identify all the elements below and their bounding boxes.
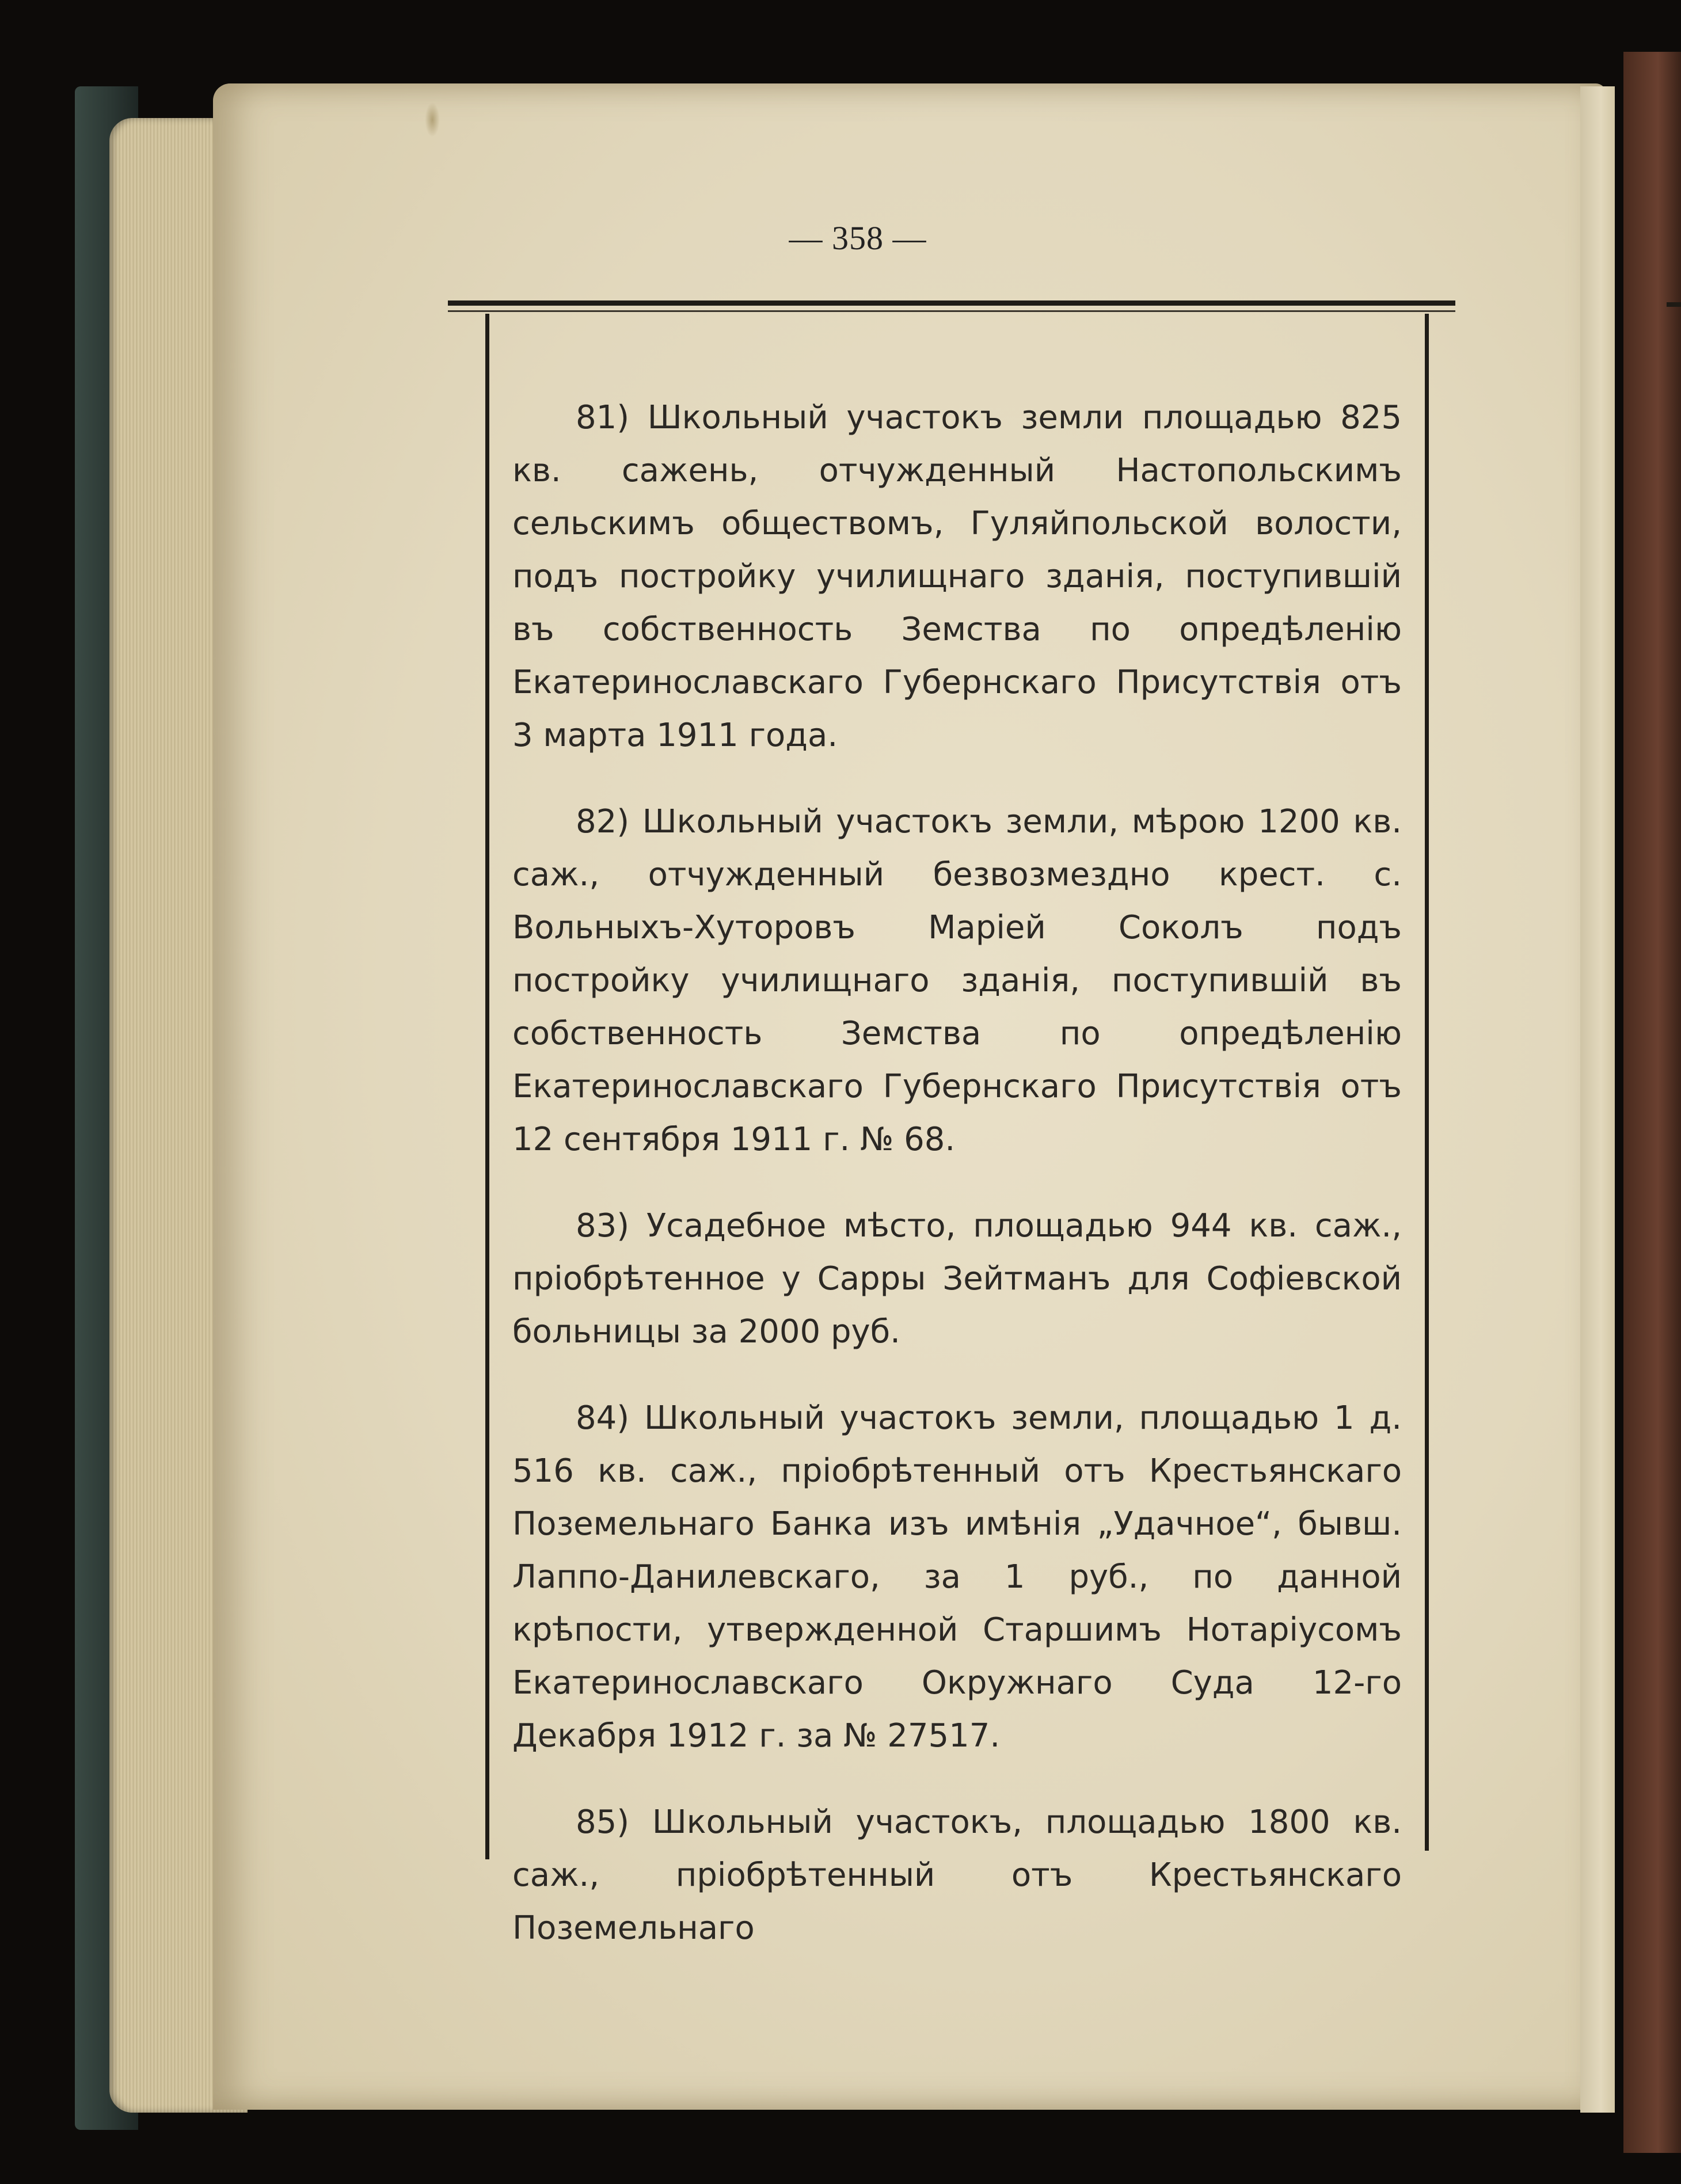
paragraph-83: 83) Усадебное мѣсто, площадью 944 кв. саж., пріобрѣтенное у Сарры Зейтманъ для Софіевской больницы за 2000 руб. bbox=[512, 1207, 1402, 1350]
header-rule bbox=[448, 300, 1455, 306]
paper-stain bbox=[425, 102, 440, 137]
paragraph-81: 81) Школьный участокъ земли площадью 825 кв. сажень, отчужденный Настопольскимъ сельскимъ обществомъ, Гуляйпольской волости, подъ постройку училищнаго зданія, поступившій въ собственность Земства по опредѣленію Екатеринославскаго Губернскаго Присутствія отъ 3 марта 1911 года. bbox=[512, 399, 1402, 754]
book-cover-right bbox=[1623, 52, 1681, 2153]
paragraph-85: 85) Школьный участокъ, площадью 1800 кв. саж., пріобрѣтенный отъ Крестьянскаго Поземельнаго bbox=[512, 1803, 1402, 1947]
page-number: — 358 — bbox=[789, 219, 927, 257]
header-rule-thin bbox=[448, 310, 1455, 312]
paragraph-82: 82) Школьный участокъ земли, мѣрою 1200 кв. саж., отчужденный безвозмездно крест. с. Вольныхъ-Хуторовъ Маріей Соколъ подъ постройку училищнаго зданія, поступившій въ собственность Земства по опредѣленію Екатеринославскаго Губернскаго Присутствія отъ 12 сентября 1911 г. № 68. bbox=[512, 803, 1402, 1158]
text-block bbox=[512, 391, 1402, 1988]
frame-right-rule bbox=[1425, 314, 1429, 1851]
facing-page-rule bbox=[1667, 302, 1681, 307]
paragraph-84: 84) Школьный участокъ земли, площадью 1 д. 516 кв. саж., пріобрѣтенный отъ Крестьянскаго Поземельнаго Банка изъ имѣнія „Удачное“, бывш. Лаппо-Данилевскаго, за 1 руб., по данной крѣпости, утвержденной Старшимъ Нотаріусомъ Екатеринославскаго Окружнаго Суда 12-го Декабря 1912 г. за № 27517. bbox=[512, 1399, 1402, 1755]
facing-page-edge bbox=[1580, 86, 1615, 2113]
frame-left-rule bbox=[485, 314, 489, 1859]
